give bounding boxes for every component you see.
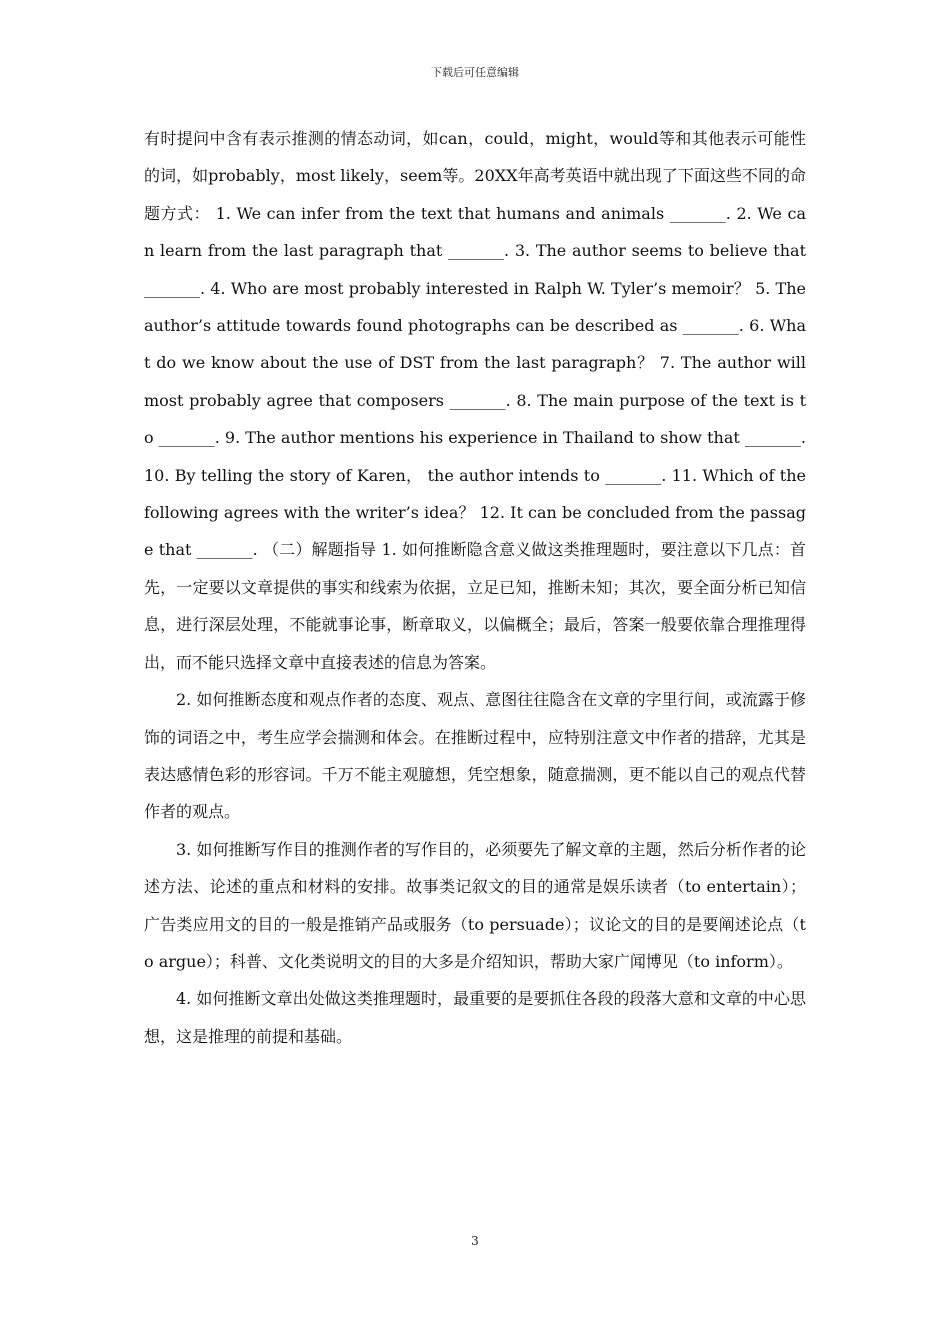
paragraph-3: 3. 如何推断写作目的推测作者的写作目的，必须要先了解文章的主题，然后分析作者的论述方法、论述的重点和材料的安排。故事类记叙文的目的通常是娱乐读者（to entertain）；广告类应用文的目的一般是推销产品或服务（to persuade）；议论文的目的是要阐述论点（to argue）；科普、文化类说明文的目的大多是介绍知识，帮助大家广闻博见（to inform）。 bbox=[144, 839, 806, 971]
paragraph-4: 4. 如何推断文章出处做这类推理题时，最重要的是要抓住各段的段落大意和文章的中心思想，这是推理的前提和基础。 bbox=[144, 989, 806, 1046]
paragraph-1: 有时提问中含有表示推测的情态动词，如can，could，might，would等和其他表示可能性的词，如probably，most likely，seem等。20XX年高考英语中就出现了下面这些不同的命题方式： 1. We can infer from the text that humans and animals _______. 2. We can learn from the last paragraph that _______. 3. The author seems to believe that _______. 4. Who are most probably interested in Ralph W. Tyler’s memoir？ 5. The author’s attitude towards found photographs can be described as _______. 6. What do we know about the use of DST from the last paragraph？ 7. The author will most probably agree that composers _______. 8. The main purpose of the text is to _______. 9. The author mentions his experience in Thailand to show that _______. 10. By telling the story of Karen， the author intends to _______. 11. Which of the following agrees with the writer’s idea？ 12. It can be concluded from the passage that _______. （二）解题指导 1. 如何推断隐含意义做这类推理题时，要注意以下几点：首先，一定要以文章提供的事实和线索为依据，立足已知，推断未知；其次，要全面分析已知信息，进行深层处理，不能就事论事，断章取义，以偏概全；最后，答案一般要依靠合理推理得出，而不能只选择文章中直接表述的信息为答案。 bbox=[144, 129, 806, 672]
paragraph-2: 2. 如何推断态度和观点作者的态度、观点、意图往往隐含在文章的字里行间，或流露于修饰的词语之中，考生应学会揣测和体会。在推断过程中，应特别注意文中作者的措辞，尤其是表达感情色彩的形容词。千万不能主观臆想，凭空想象，随意揣测，更不能以自己的观点代替作者的观点。 bbox=[144, 690, 806, 822]
page-number: 3 bbox=[471, 1234, 479, 1248]
document-body bbox=[144, 120, 806, 1055]
page-header: 下载后可任意编辑 bbox=[431, 66, 519, 79]
